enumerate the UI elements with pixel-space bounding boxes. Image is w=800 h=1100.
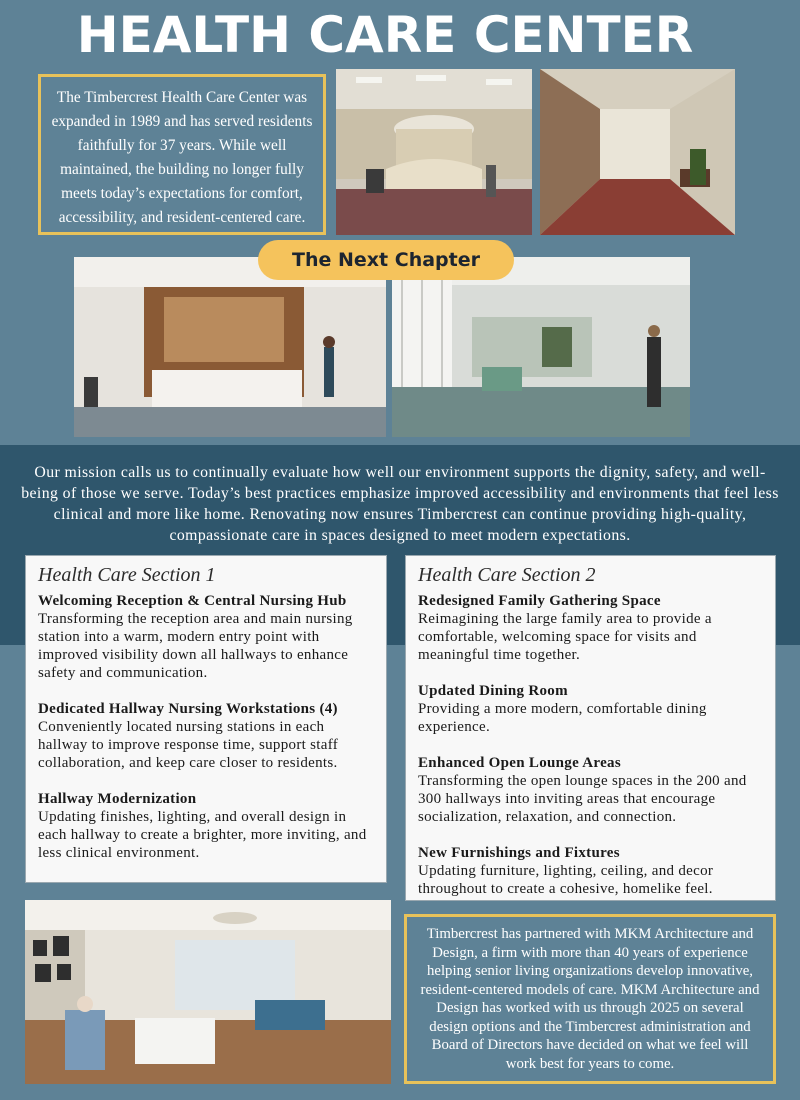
section-2-item	[418, 844, 763, 898]
section-1-item-heading: Welcoming Reception & Central Nursing Hub	[38, 593, 347, 609]
section-2-item-heading: Enhanced Open Lounge Areas	[418, 755, 621, 771]
section-2-item-text: Transforming the open lounge spaces in the 200 and 300 hallways into inviting areas that encourage socialization, relaxation, and connection.	[418, 773, 747, 825]
reception-rendering-photo	[74, 257, 386, 437]
section-2-item-text: Reimagining the large family area to provide a comfortable, welcoming space for visits and meaningful time together.	[418, 611, 712, 663]
health-care-section-2-card	[405, 555, 776, 901]
section-2-item-text: Updating furniture, lighting, ceiling, and decor throughout to create a cohesive, homelike feel.	[418, 863, 714, 897]
existing-hallway-photo	[540, 69, 735, 235]
section-1-item	[38, 790, 374, 862]
intro-box: The Timbercrest Health Care Center was expanded in 1989 and has served residents faithfully for 37 years. While well maintained, the building no longer fully meets today’s expectations for comfort, accessibility, and resident-centered care.	[38, 74, 326, 235]
section-1-item-text: Updating finishes, lighting, and overall design in each hallway to create a brighter, more inviting, and less clinical environment.	[38, 809, 367, 861]
section-2-title: Health Care Section 2	[418, 564, 596, 586]
section-2-item-heading: Redesigned Family Gathering Space	[418, 593, 661, 609]
page-title: HEALTH CARE CENTER	[76, 6, 694, 64]
hallway-rendering-photo	[392, 257, 690, 437]
section-2-item	[418, 592, 763, 664]
section-1-item	[38, 700, 374, 772]
section-2-item-heading: New Furnishings and Fixtures	[418, 845, 620, 861]
partner-box: Timbercrest has partnered with MKM Architecture and Design, a firm with more than 40 years of experience helping senior living organizations develop innovative, resident-centered models of care. MKM Architecture and Design has worked with us through 2025 on several design options and the Timbercrest administration and Board of Directors have decided on what we feel will work best for years to come.	[404, 914, 776, 1084]
mission-statement: Our mission calls us to continually evaluate how well our environment supports the dignity, safety, and well-being of those we serve. Today’s best practices emphasize improved accessibility and environments that feel less clinical and more like home. Renovating now ensures Timbercrest can continue providing high-quality, compassionate care in spaces designed to meet modern expectations.	[21, 464, 779, 544]
section-1-item-heading: Dedicated Hallway Nursing Workstations (4)	[38, 701, 338, 717]
next-chapter-banner: The Next Chapter	[258, 240, 514, 280]
health-care-section-1-card	[25, 555, 387, 883]
section-1-item-text: Conveniently located nursing stations in each hallway to improve response time, support staff collaboration, and keep care closer to residents.	[38, 719, 339, 771]
lounge-rendering-photo	[25, 900, 391, 1084]
section-1-item	[38, 592, 374, 682]
section-1-title: Health Care Section 1	[38, 564, 216, 586]
section-1-item-heading: Hallway Modernization	[38, 791, 197, 807]
existing-nurses-station-photo	[336, 69, 532, 235]
section-1-item-text: Transforming the reception area and main nursing station into a warm, modern entry point with improved visibility down all hallways to enhance safety and communication.	[38, 611, 353, 681]
section-2-item	[418, 754, 763, 826]
section-2-item-text: Providing a more modern, comfortable dining experience.	[418, 701, 707, 735]
section-2-item-heading: Updated Dining Room	[418, 683, 568, 699]
section-2-item	[418, 682, 763, 736]
